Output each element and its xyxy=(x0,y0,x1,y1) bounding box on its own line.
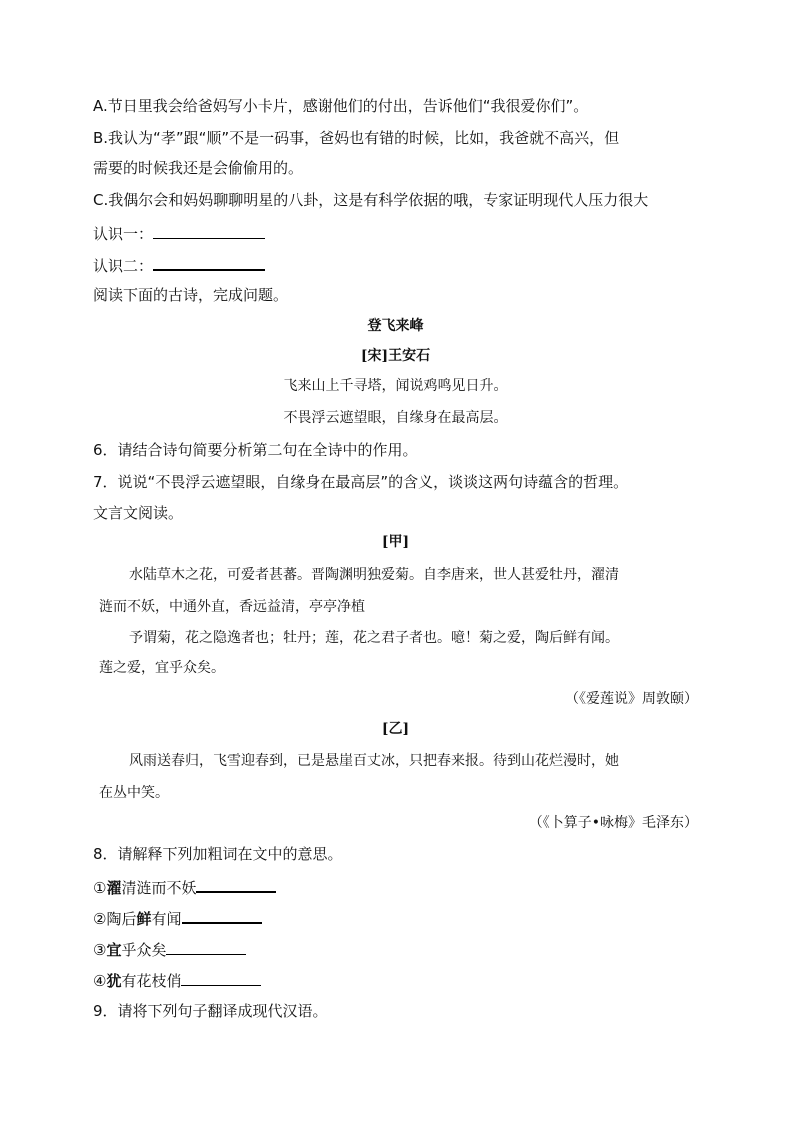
poem-line-1: 飞来山上千寻塔，闻说鸡鸣见日升。 xyxy=(283,378,508,394)
passage-yi-source: （《卜算子•咏梅》毛泽东） xyxy=(528,815,698,831)
vocab-rest-pre: 陶后 xyxy=(106,910,137,928)
passage-jia-label: [甲] xyxy=(381,534,410,550)
recognition-two-blank[interactable] xyxy=(153,254,265,271)
recognition-two xyxy=(93,254,698,276)
question-8: 8．请解释下列加粗词在文中的意思。 xyxy=(93,845,343,863)
choice-c: C.我偶尔会和妈妈聊聊明星的八卦，这是有科学依据的哦，专家证明现代人压力很大 xyxy=(93,191,649,209)
vocab-item-2 xyxy=(93,907,698,929)
classical-intro: 文言文阅读。 xyxy=(93,504,184,522)
recognition-two-label: 认识二： xyxy=(93,257,154,275)
vocab-blank[interactable] xyxy=(181,970,261,986)
choice-b-line2: 需要的时候我还是会偷偷用的。 xyxy=(93,159,304,177)
recognition-one-label: 认识一： xyxy=(93,225,154,243)
passage-jia-line-1: 水陆草木之花，可爱者甚蕃。晋陶渊明独爱菊。自李唐来，世人甚爱牡丹，濯清 xyxy=(129,567,619,583)
choice-b-line1: B.我认为“孝”跟“顺”不是一码事，爸妈也有错的时候，比如，我爸就不高兴，但 xyxy=(93,129,620,147)
vocab-item-3 xyxy=(93,939,698,960)
vocab-num: ④ xyxy=(93,972,107,990)
vocab-blank[interactable] xyxy=(196,876,276,893)
vocab-bold-word: 鲜 xyxy=(136,910,152,928)
vocab-item-4 xyxy=(93,970,698,991)
vocab-rest: 乎众矣 xyxy=(121,941,167,959)
passage-jia-line-2: 涟而不妖，中通外直，香远益清，亭亭净植 xyxy=(99,599,365,615)
passage-yi-line-2: 在丛中笑。 xyxy=(99,785,169,801)
passage-jia-source: （《爱莲说》周敦颐） xyxy=(565,691,698,707)
passage-yi-label: [乙] xyxy=(381,721,410,737)
passage-jia-line-3: 予谓菊，花之隐逸者也；牡丹；莲，花之君子者也。噫！菊之爱，陶后鲜有闻。 xyxy=(129,630,619,646)
vocab-rest: 有花枝俏 xyxy=(121,972,182,990)
vocab-blank[interactable] xyxy=(182,907,262,924)
vocab-num: ③ xyxy=(93,941,107,959)
question-6: 6．请结合诗句简要分析第二句在全诗中的作用。 xyxy=(93,441,418,459)
vocab-bold-word: 犹 xyxy=(106,972,122,990)
poem-author: [宋]王安石 xyxy=(360,348,431,364)
vocab-bold-word: 濯 xyxy=(106,879,122,897)
recognition-one xyxy=(93,223,698,244)
vocab-item-1 xyxy=(93,876,698,898)
vocab-bold-word: 宜 xyxy=(106,941,122,959)
passage-yi-line-1: 风雨送春归，飞雪迎春到，已是悬崖百丈冰，只把春来报。待到山花烂漫时，她 xyxy=(129,753,619,769)
vocab-blank[interactable] xyxy=(166,939,246,955)
vocab-rest: 清涟而不妖 xyxy=(121,879,197,897)
question-7: 7．说说“不畏浮云遮望眼，自缘身在最高层”的含义，谈谈这两句诗蕴含的哲理。 xyxy=(93,473,629,491)
poem-line-2: 不畏浮云遮望眼，自缘身在最高层。 xyxy=(283,410,508,426)
poem-title: 登飞来峰 xyxy=(367,318,424,334)
vocab-num: ① xyxy=(93,879,107,897)
choice-a: A.节日里我会给爸妈写小卡片，感谢他们的付出，告诉他们“我很爱你们”。 xyxy=(93,97,589,115)
poem-intro: 阅读下面的古诗，完成问题。 xyxy=(93,286,289,304)
vocab-num: ② xyxy=(93,910,107,928)
passage-jia-line-4: 莲之爱，宜乎众矣。 xyxy=(99,660,225,676)
recognition-one-blank[interactable] xyxy=(153,223,265,239)
question-9: 9．请将下列句子翻译成现代汉语。 xyxy=(93,1002,328,1020)
vocab-rest: 有闻 xyxy=(151,910,182,928)
